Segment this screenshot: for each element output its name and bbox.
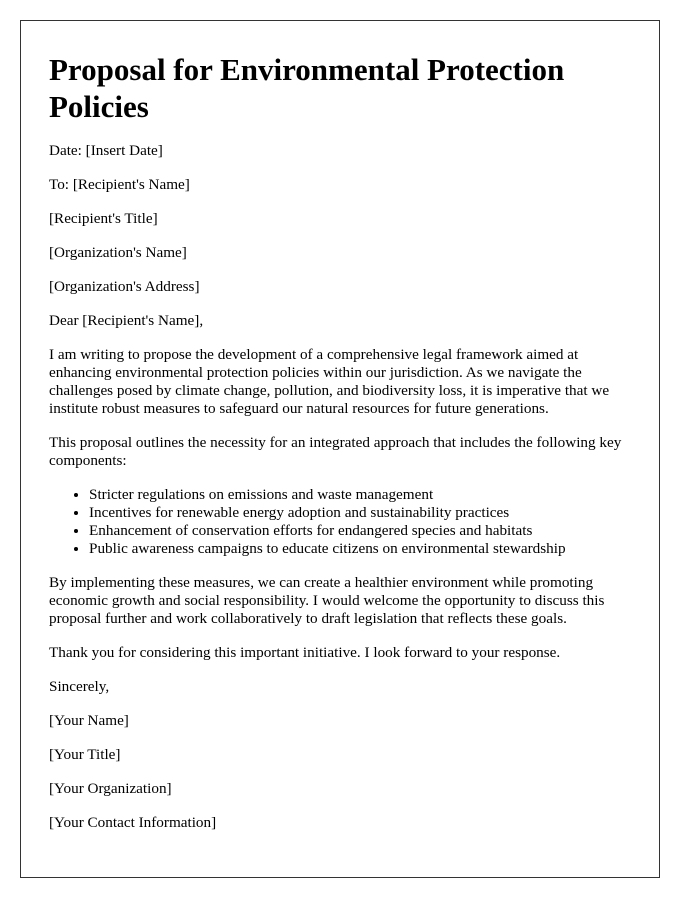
letter-title: Proposal for Environmental Protection Policies (49, 52, 565, 124)
sender-contact-line: [Your Contact Information] (49, 814, 217, 831)
list-item: • Stricter regulations on emissions and waste management (89, 486, 631, 504)
organization-name-line: [Organization's Name] (49, 244, 187, 261)
salutation: Dear [Recipient's Name], (49, 312, 204, 329)
list-item: • Enhancement of conservation efforts for endangered species and habitats (89, 522, 631, 540)
sender-title-line: [Your Title] (49, 746, 121, 763)
thanks-paragraph: Thank you for considering this important initiative. I look forward to your response. (49, 644, 561, 661)
recipient-name-line: To: [Recipient's Name] (49, 176, 190, 193)
list-item: • Incentives for renewable energy adoption and sustainability practices (89, 504, 631, 522)
letter-page (20, 20, 660, 878)
key-components-list (49, 486, 631, 558)
date-line: Date: [Insert Date] (49, 142, 163, 159)
sender-name-line: [Your Name] (49, 712, 129, 729)
sender-organization-line: [Your Organization] (49, 780, 172, 797)
recipient-title-line: [Recipient's Title] (49, 210, 158, 227)
closing: Sincerely, (49, 678, 110, 695)
implementation-paragraph: By implementing these measures, we can create a healthier environment while promoting economic growth and social responsibility. I would welcome the opportunity to discuss this proposal further and work collaboratively to draft legislation that reflects these goals. (49, 574, 605, 627)
proposal-outline-paragraph: This proposal outlines the necessity for an integrated approach that includes the following key components: (49, 434, 622, 469)
organization-address-line: [Organization's Address] (49, 278, 200, 295)
intro-paragraph: I am writing to propose the development of a comprehensive legal framework aimed at enhancing environmental protection policies within our jurisdiction. As we navigate the challenges posed by climate change, pollution, and biodiversity loss, it is imperative that we institute robust measures to safeguard our natural resources for future generations. (49, 346, 610, 417)
list-item: • Public awareness campaigns to educate citizens on environmental stewardship (89, 540, 631, 558)
